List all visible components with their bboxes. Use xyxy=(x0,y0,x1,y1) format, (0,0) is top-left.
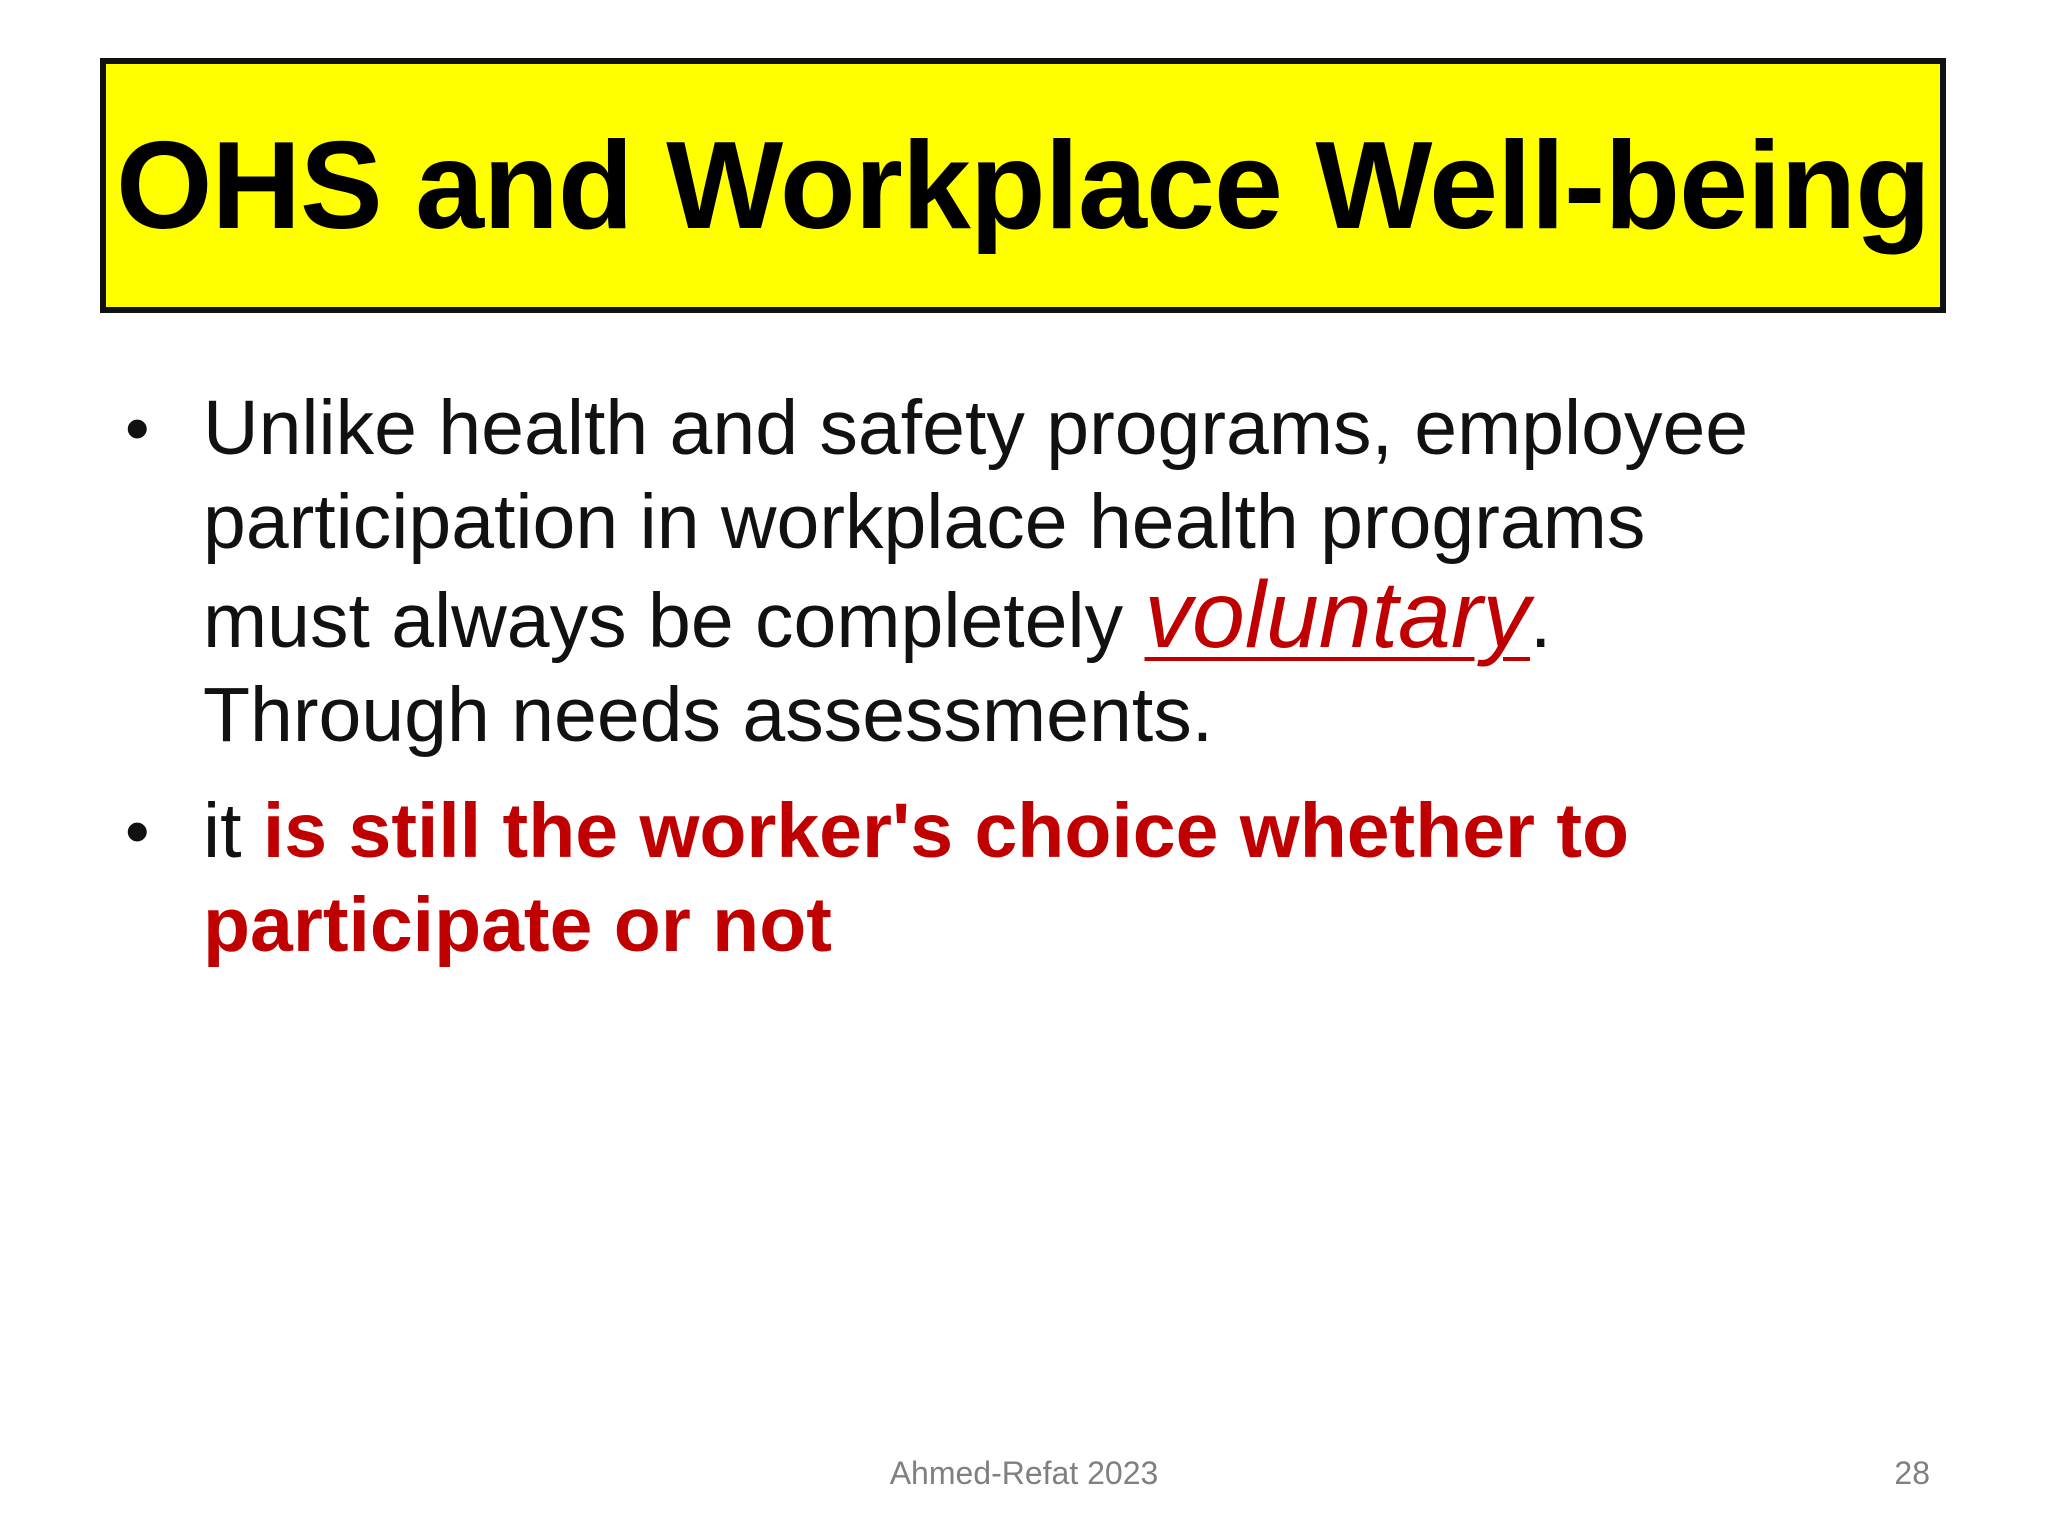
slide-title: OHS and Workplace Well-being xyxy=(116,116,1930,255)
bullet-worker-choice xyxy=(125,785,1945,973)
slide-body xyxy=(125,382,1945,973)
bullet-dot: • xyxy=(125,389,150,467)
bullet-punctuation: . xyxy=(1529,577,1552,664)
author-footer: Ahmed-Refat 2023 xyxy=(889,1455,1159,1491)
bullet-line: participation in workplace health programs xyxy=(203,478,1646,565)
bullet-line-prefix: must always be completely xyxy=(203,577,1124,664)
bullet-prefix: it xyxy=(203,787,242,874)
bullet-voluntary-participation xyxy=(125,382,1945,763)
slide-number: 28 xyxy=(1894,1455,1930,1491)
title-banner xyxy=(100,58,1946,313)
bullet-line: Through needs assessments. xyxy=(203,671,1214,758)
worker-choice-emphasis: is still the worker's choice whether to participate or not xyxy=(203,787,1630,968)
bullet-line: Unlike health and safety programs, employee xyxy=(203,385,1749,471)
bullet-dot: • xyxy=(125,791,150,870)
voluntary-emphasis: voluntary xyxy=(1144,561,1530,668)
